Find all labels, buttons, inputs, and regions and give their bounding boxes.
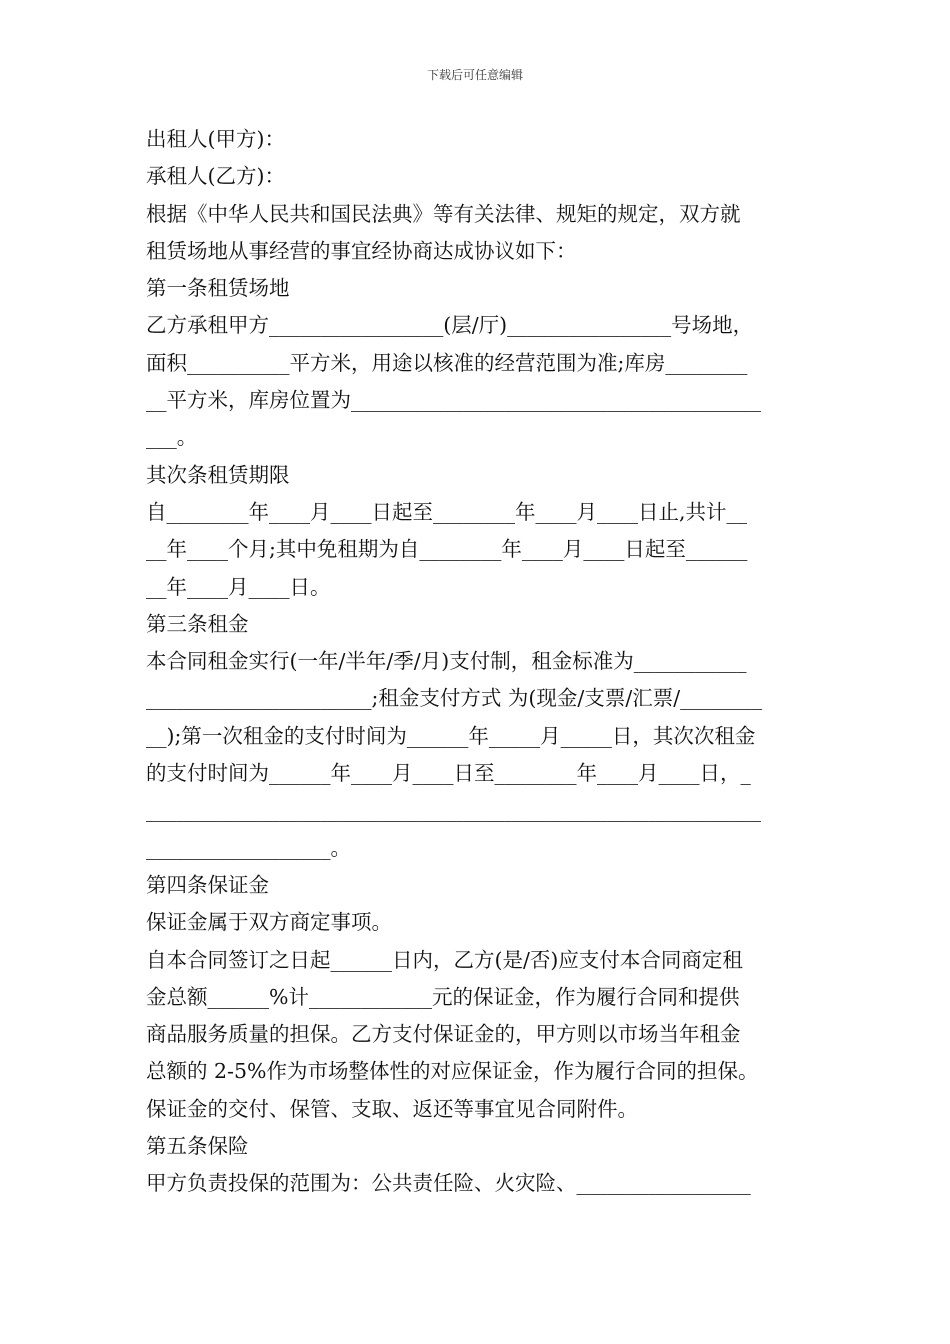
article-4-line-5: 总额的 2-5%作为市场整体性的对应保证金，作为履行合同的担保。 bbox=[146, 1059, 759, 1084]
article-4-heading: 第四条保证金 bbox=[146, 872, 269, 897]
article-4-line-2: 自本合同签订之日起______日内，乙方(是/否)应支付本合同商定租 bbox=[146, 947, 743, 972]
article-4-line-3: 金总额______%计____________元的保证金，作为履行合同和提供 bbox=[146, 984, 740, 1009]
lessor-line: 出租人(甲方)： bbox=[146, 127, 285, 151]
article-3-line-3: __);第一次租金的支付时间为______年_____月_____日，其次次租金 bbox=[146, 723, 756, 748]
article-2-line-2: __年____个月;其中免租期为自________年____月____日起至______ bbox=[146, 537, 748, 562]
article-3-heading: 第三条租金 bbox=[146, 611, 249, 636]
article-5-heading: 第五条保险 bbox=[146, 1134, 249, 1159]
article-2-line-1: 自________年____月____日起至________年____月____日止,共计__ bbox=[146, 499, 748, 524]
article-1-line-3: __平方米，库房位置为________________________________________ bbox=[146, 388, 761, 413]
contract-body bbox=[146, 121, 810, 1203]
article-2-heading: 其次条租赁期限 bbox=[146, 462, 290, 487]
article-1-line-4: ___。 bbox=[146, 425, 198, 450]
article-1-line-2: 面积__________平方米，用途以核准的经营范围为准;库房________ bbox=[146, 350, 748, 375]
article-1-heading: 第一条租赁场地 bbox=[146, 276, 290, 301]
header-note: 下载后可任意编辑 bbox=[426, 68, 523, 82]
article-3-line-1: 本合同租金实行(一年/半年/季/月)支付制，租金标准为___________ bbox=[146, 649, 747, 674]
article-3-line-2: ______________________;租金支付方式 为(现金/支票/汇票/________ bbox=[146, 686, 763, 711]
preamble-line-2: 租赁场地从事经营的事宜经协商达成协议如下： bbox=[146, 238, 577, 263]
article-4-line-1: 保证金属于双方商定事项。 bbox=[146, 910, 392, 935]
article-4-line-6: 保证金的交付、保管、支取、返还等事宜见合同附件。 bbox=[146, 1096, 638, 1121]
article-3-line-4: 的支付时间为______年____月____日至________年____月____日，_ bbox=[146, 761, 751, 786]
article-2-line-3: __年____月____日。 bbox=[146, 574, 331, 599]
article-1-line-1: 乙方承租甲方_________________(层/厅)________________号场地， bbox=[146, 313, 754, 338]
article-3-line-5: ____________________________________________________________ bbox=[146, 798, 761, 823]
lessee-line: 承租人(乙方)： bbox=[146, 164, 285, 189]
article-4-line-4: 商品服务质量的担保。乙方支付保证金的，甲方则以市场当年租金 bbox=[146, 1022, 741, 1047]
preamble-line-1: 根据《中华人民共和国民法典》等有关法律、规矩的规定，双方就 bbox=[146, 201, 741, 226]
article-5-line-1: 甲方负责投保的范围为：公共责任险、火灾险、_________________ bbox=[146, 1171, 751, 1196]
article-3-line-6: __________________。 bbox=[146, 835, 351, 860]
